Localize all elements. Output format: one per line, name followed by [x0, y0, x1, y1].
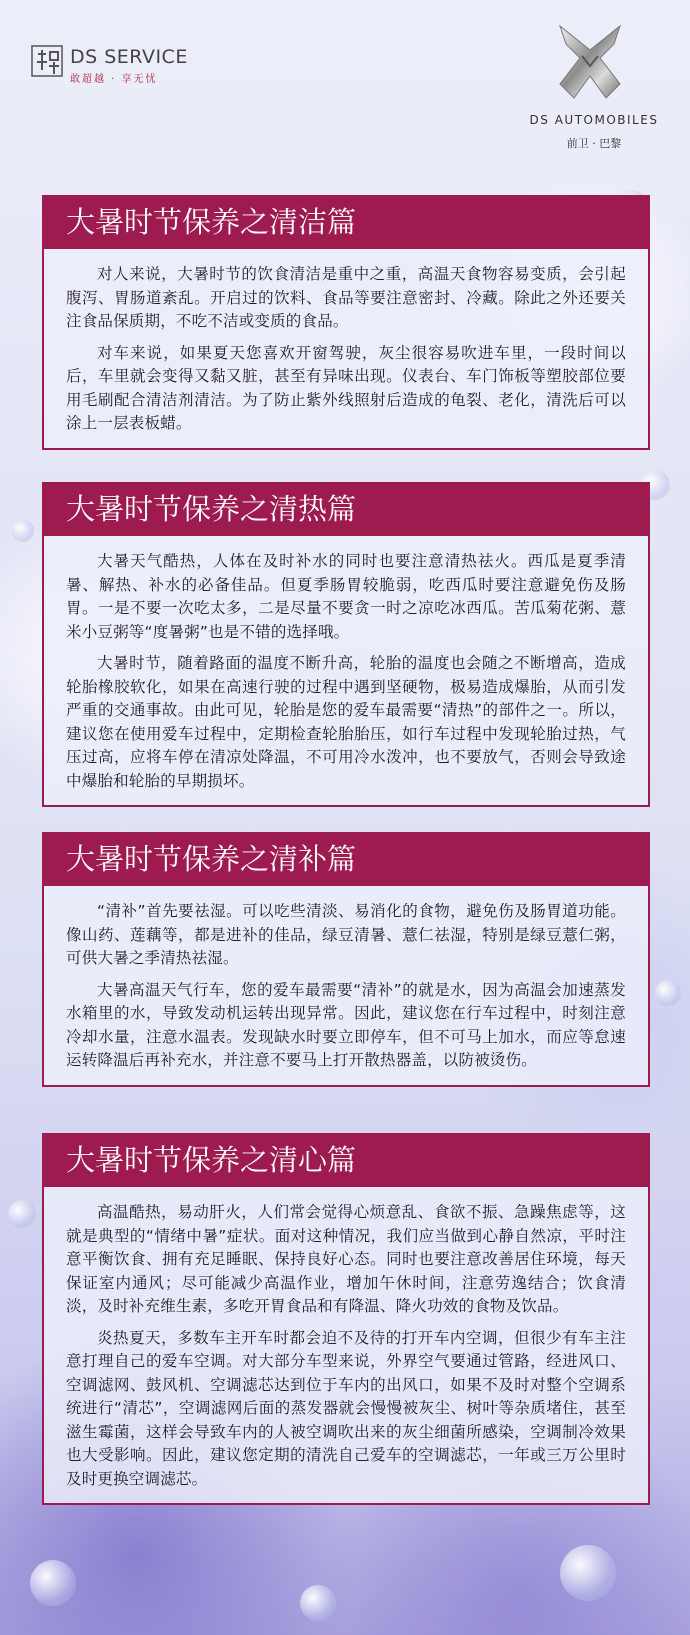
- section-body: [42, 249, 650, 450]
- paragraph: “清补”首先要祛湿。可以吃些清淡、易消化的食物，避免伤及肠胃道功能。像山药、莲藕等，都是进补的佳品，绿豆清暑、薏仁祛湿，特别是绿豆薏仁粥，可供大暑之季清热祛湿。: [66, 902, 626, 967]
- brand-tagline: 前卫 · 巴黎: [566, 137, 622, 150]
- ds-service-seal-icon: [30, 44, 64, 78]
- section-title: 大暑时节保养之清心篇: [42, 1133, 650, 1187]
- section-heat-relief: [42, 482, 650, 807]
- section-title: 大暑时节保养之清洁篇: [42, 195, 650, 249]
- paragraph: 大暑天气酷热，人体在及时补水的同时也要注意清热祛火。西瓜是夏季清暑、解热、补水的必备佳品。但夏季肠胃较脆弱，吃西瓜时要注意避免伤及肠胃。一是不要一次吃太多，二是尽量不要贪一时之凉吃冰西瓜。苦瓜菊花粥、薏米小豆粥等“度暑粥”也是不错的选择哦。: [66, 552, 626, 641]
- section-title: 大暑时节保养之清补篇: [42, 832, 650, 886]
- section-replenish: [42, 832, 650, 1087]
- water-droplet: [30, 1560, 76, 1606]
- paragraph: 大暑高温天气行车，您的爱车最需要“清补”的就是水，因为高温会加速蒸发水箱里的水，导致发动机运转出现异常。因此，建议您在行车过程中，时刻注意冷却水量，注意水温表。发现缺水时要立即停车，但不可马上加水，而应等怠速运转降温后再补充水，并注意不要马上打开散热器盖，以防被烫伤。: [66, 980, 626, 1069]
- paragraph: 大暑时节，随着路面的温度不断升高，轮胎的温度也会随之不断增高，造成轮胎橡胶软化，如果在高速行驶的过程中遇到坚硬物，极易造成爆胎，从而引发严重的交通事故。由此可见，轮胎是您的爱车最需要“清热”的部件之一。所以，建议您在使用爱车过程中，定期检查轮胎胎压，如行车过程中发现轮胎过热，气压过高，应将车停在清凉处降温，不可用冷水泼冲，也不要放气，否则会导致途中爆胎和轮胎的早期损坏。: [66, 654, 626, 790]
- section-title: 大暑时节保养之清热篇: [42, 482, 650, 536]
- section-cleaning: [42, 195, 650, 450]
- section-body: [42, 536, 650, 807]
- water-droplet: [655, 980, 681, 1006]
- service-name: DS SERVICE: [70, 46, 188, 68]
- brand-name: DS AUTOMOBILES: [529, 113, 659, 127]
- ds-emblem-icon: [552, 22, 628, 102]
- paragraph: 炎热夏天，多数车主开车时都会迫不及待的打开车内空调，但很少有车主注意打理自己的爱车空调。对大部分车型来说，外界空气要通过管路，经进风口、空调滤网、鼓风机、空调滤芯达到位于车内的出风口，如果不及时对整个空调系统进行“清芯”，空调滤网后面的蒸发器就会慢慢被灰尘、树叶等杂质堵住，甚至滋生霉菌，这样会导致车内的人被空调吹出来的灰尘细菌所感染，空调制冷效果也大受影响。因此，建议您定期的清洗自己爱车的空调滤芯，一年或三万公里时及时更换空调滤芯。: [66, 1328, 626, 1488]
- service-slogan: 敢超越 · 享无忧: [70, 74, 158, 85]
- section-body: [42, 886, 650, 1087]
- water-droplet: [560, 1545, 616, 1601]
- header: [0, 0, 690, 180]
- paragraph: 对车来说，如果夏天您喜欢开窗驾驶，灰尘很容易吹进车里，一段时间以后，车里就会变得又黏又脏，甚至有异味出现。仪表台、车门饰板等塑胶部位要用毛刷配合清洁剂清洁。为了防止紫外线照射后造成的龟裂、老化，清洗后可以涂上一层表板蜡。: [66, 343, 626, 432]
- paragraph: 高温酷热，易动肝火，人们常会觉得心烦意乱、食欲不振、急躁焦虑等，这就是典型的“情绪中暑”症状。面对这种情况，我们应当做到心静自然凉，平时注意平衡饮食、拥有充足睡眠、保持良好心态。同时也要注意改善居住环境，每天保证室内通风；尽可能减少高温作业，增加午休时间，注意劳逸结合；饮食清淡，及时补充维生素，多吃开胃食品和有降温、降火功效的食物及饮品。: [66, 1203, 626, 1315]
- water-droplet: [12, 520, 34, 542]
- section-body: [42, 1187, 650, 1505]
- water-droplet: [300, 1585, 336, 1621]
- water-droplet: [8, 1200, 36, 1228]
- paragraph: 对人来说，大暑时节的饮食清洁是重中之重，高温天食物容易变质，会引起腹泻、胃肠道紊乱。开启过的饮料、食品等要注意密封、冷藏。除此之外还要关注食品保质期，不吃不洁或变质的食品。: [66, 265, 626, 330]
- section-calm-mind: [42, 1133, 650, 1505]
